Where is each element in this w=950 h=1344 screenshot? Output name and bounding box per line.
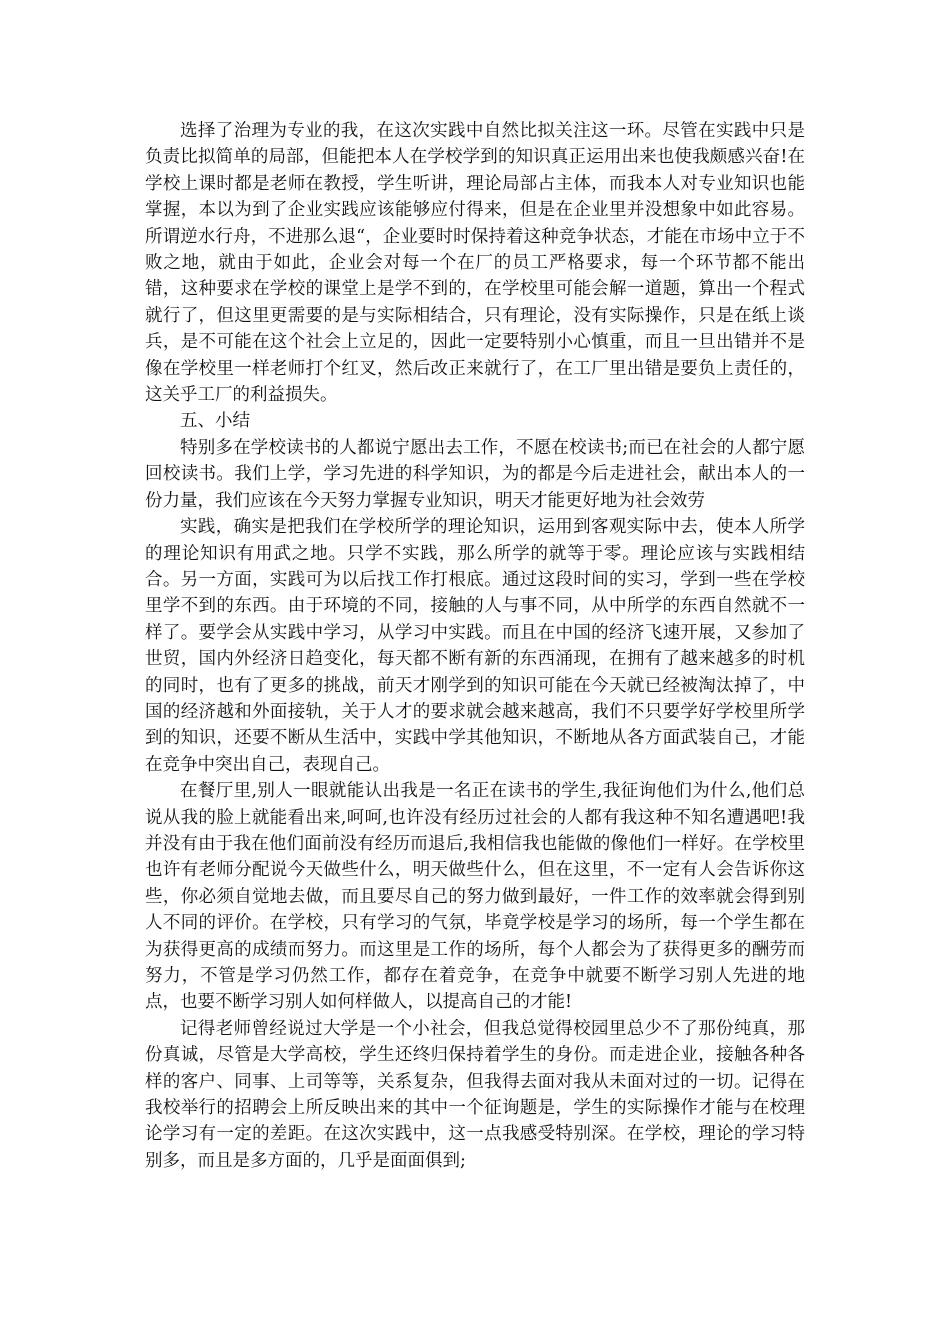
paragraph-management-practice: 选择了治理为专业的我，在这次实践中自然比拟关注这一环。尽管在实践中只是负责比拟简单的局部，但能把本人在学校学到的知识真正运用出来也使我颇感兴奋!在学校上课时都是老师在教授，学生听讲，理论局部占主体，而我本人对专业知识也能掌握，本以为到了企业实践应该能够应付得来，但是在企业里并没想象中如此容易。所谓逆水行舟，不进那么退“，企业要时时保持着这种竞争状态，才能在市场中立于不败之地，就由于如此，企业会对每一个在厂的员工严格要求，每一个环节都不能出错，这种要求在学校的课堂上是学不到的，在学校里可能会解一道题，算出一个程式就行了，但这里更需要的是与实际相结合，只有理论，没有实际操作，只是在纸上谈兵，是不可能在这个社会上立足的，因此一定要特别小心慎重，而且一旦出错并不是像在学校里一样老师打个红叉，然后改正来就行了，在工厂里出错是要负上责任的，这关乎工厂的利益损失。 [145, 121, 805, 406]
paragraph-restaurant-experience: 在餐厅里,别人一眼就能认出我是一名正在读书的学生,我征询他们为什么,他们总说从我的脸上就能看出来,呵呵,也许没有经历过社会的人都有我这种不知名遭遇吧!我并没有由于我在他们面前没有经历而退后,我相信我也能做的像他们一样好。在学校里也许有老师分配说今天做些什么，明天做些什么，但在这里，不一定有人会告诉你这些，你必须自觉地去做，而且要尽自己的努力做到最好，一件工作的效率就会得到别人不同的评价。在学校，只有学习的气氛，毕竟学校是学习的场所，每一个学生都在为获得更高的成绩而努力。而这里是工作的场所，每个人都会为了获得更多的酬劳而努力，不管是学习仍然工作，都存在着竞争，在竞争中就要不断学习别人先进的地点，也要不断学习别人如何样做人，以提高自己的才能! [145, 781, 805, 1013]
document-page [145, 118, 805, 1174]
section-heading-summary: 五、小结 [180, 411, 250, 432]
paragraph-school-vs-work: 特别多在学校读书的人都说宁愿出去工作，不愿在校读书;而已在社会的人都宁愿回校读书。我们上学，学习先进的科学知识，为的都是今后走进社会，献出本人的一份力量，我们应该在今天努力掌握专业知识，明天才能更好地为社会效劳 [145, 437, 805, 511]
paragraph-university-society: 记得老师曾经说过大学是一个小社会，但我总觉得校园里总少不了那份纯真，那份真诚，尽管是大学高校，学生还终归保持着学生的身份。而走进企业，接触各种各样的客户、同事、上司等等，关系复杂，但我得去面对我从未面对过的一切。记得在我校举行的招聘会上所反映出来的其中一个征询题是，学生的实际操作才能与在校理论学习有一定的差距。在这次实践中，这一点我感受特别深。在学校，理论的学习特别多，而且是多方面的，几乎是面面俱到; [145, 1018, 805, 1171]
paragraph-theory-practice: 实践，确实是把我们在学校所学的理论知识，运用到客观实际中去，使本人所学的理论知识有用武之地。只学不实践，那么所学的就等于零。理论应该与实践相结合。另一方面，实践可为以后找工作打根底。通过这段时间的实习，学到一些在学校里学不到的东西。由于环境的不同，接触的人与事不同，从中所学的东西自然就不一样了。要学会从实践中学习，从学习中实践。而且在中国的经济飞速开展，又参加了世贸，国内外经济日趋变化，每天都不断有新的东西涌现，在拥有了越来越多的时机的同时，也有了更多的挑战，前天才刚学到的知识可能在今天就已经被淘汰掉了，中国的经济越和外面接轨，关于人才的要求就会越来越高，我们不只要学好学校里所学到的知识，还要不断从生活中，实践中学其他知识，不断地从各方面武装自己，才能在竞争中突出自己，表现自己。 [145, 517, 805, 775]
